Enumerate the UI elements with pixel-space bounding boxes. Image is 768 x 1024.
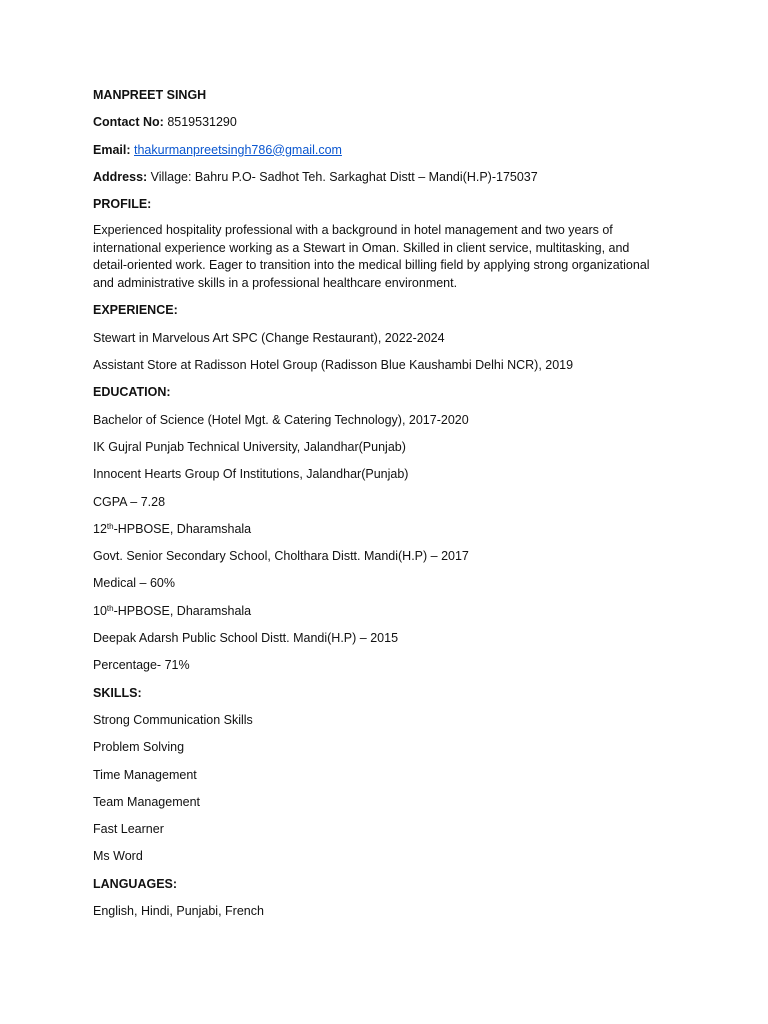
education-degree: Bachelor of Science (Hotel Mgt. & Catering Technology), 2017-2020 <box>93 412 469 427</box>
contact-label: Contact No: <box>93 115 164 130</box>
experience-item: Stewart in Marvelous Art SPC (Change Restaurant), 2022-2024 <box>93 330 445 345</box>
candidate-name: MANPREET SINGH <box>93 88 207 102</box>
education-tenth <box>93 602 673 629</box>
education-twelfth <box>93 520 673 547</box>
languages-heading: LANGUAGES: <box>93 876 178 891</box>
skill-item: Fast Learner <box>93 822 164 837</box>
tenth-result: Percentage- 71% <box>93 658 190 673</box>
contact-line <box>93 113 673 140</box>
skill-item: Time Management <box>93 767 197 782</box>
skill-item: Problem Solving <box>93 740 185 755</box>
address-line <box>93 168 673 195</box>
twelfth-board: -HPBOSE, Dharamshala <box>113 521 252 536</box>
skills-heading: SKILLS: <box>93 685 142 700</box>
resume-document <box>93 86 673 929</box>
contact-phone: 8519531290 <box>167 115 237 130</box>
skill-item: Strong Communication Skills <box>93 712 253 727</box>
twelfth-result: Medical – 60% <box>93 576 175 591</box>
skill-item: Team Management <box>93 794 201 809</box>
experience-item: Assistant Store at Radisson Hotel Group (Radisson Blue Kaushambi Delhi NCR), 2019 <box>93 358 574 373</box>
languages-text: English, Hindi, Punjabi, French <box>93 904 264 919</box>
profile-heading: PROFILE: <box>93 197 152 212</box>
email-label: Email: <box>93 142 131 157</box>
email-line <box>93 141 673 168</box>
experience-heading: EXPERIENCE: <box>93 303 178 318</box>
tenth-board: -HPBOSE, Dharamshala <box>113 603 252 618</box>
education-institute: Innocent Hearts Group Of Institutions, Jalandhar(Punjab) <box>93 467 409 482</box>
address-value: Village: Bahru P.O- Sadhot Teh. Sarkaghat Distt – Mandi(H.P)-175037 <box>150 169 538 184</box>
education-heading: EDUCATION: <box>93 385 171 400</box>
profile-text: Experienced hospitality professional with a background in hotel management and two years of international experience working as a Stewart in Oman. Skilled in client service, multitasking, and detail-oriented work. Eager to transition into the medical billing field by applying strong organizational and administrative skills in a professional healthcare environment. <box>93 223 650 290</box>
twelfth-number: 12 <box>93 521 107 536</box>
tenth-number: 10 <box>93 603 107 618</box>
twelfth-school: Govt. Senior Secondary School, Cholthara Distt. Mandi(H.P) – 2017 <box>93 549 469 564</box>
email-link[interactable]: thakurmanpreetsingh786@gmail.com <box>134 142 342 157</box>
education-cgpa: CGPA – 7.28 <box>93 494 166 509</box>
tenth-superscript: th <box>106 603 114 613</box>
education-university: IK Gujral Punjab Technical University, Jalandhar(Punjab) <box>93 439 406 454</box>
tenth-school: Deepak Adarsh Public School Distt. Mandi(H.P) – 2015 <box>93 631 399 646</box>
skill-item: Ms Word <box>93 849 143 864</box>
address-label: Address: <box>93 169 148 184</box>
twelfth-superscript: th <box>106 521 114 531</box>
